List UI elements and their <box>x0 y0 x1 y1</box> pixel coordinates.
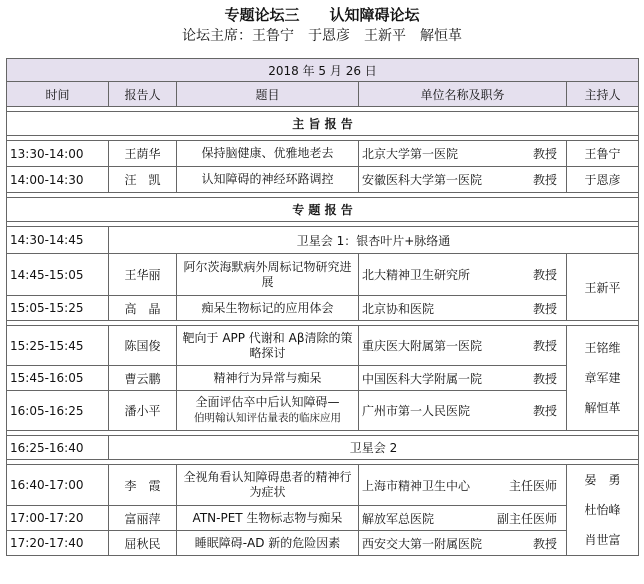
row-institution: 北京大学第一医院 <box>362 147 459 161</box>
row-topic: 精神行为异常与痴呆 <box>177 366 359 391</box>
section-special <box>7 198 639 222</box>
row-time: 16:05-16:25 <box>7 391 109 431</box>
row-time: 15:45-16:05 <box>7 366 109 391</box>
row-unit <box>359 506 567 531</box>
table-row <box>7 531 639 556</box>
row-rank: 教授 <box>532 371 557 386</box>
row-rank: 教授 <box>532 301 557 316</box>
row-institution: 中国医科大学附属一院 <box>362 371 483 386</box>
row-topic <box>177 391 359 431</box>
topic-main: 全面评估卒中后认知障碍— <box>195 395 340 409</box>
row-unit <box>359 465 567 506</box>
schedule-table <box>6 58 639 556</box>
block-host: 王新平 <box>567 254 639 321</box>
row-time: 13:30-14:00 <box>7 141 109 167</box>
row-topic: 靶向于 APP 代谢和 Aβ清除的策略探讨 <box>177 326 359 366</box>
satellite-session-2 <box>7 436 639 460</box>
table-row <box>7 465 639 506</box>
block-hosts <box>567 465 639 556</box>
section-special-label: 专 题 报 告 <box>7 198 639 222</box>
section-keynote <box>7 112 639 136</box>
row-unit <box>359 254 567 296</box>
row-speaker: 高 晶 <box>109 296 177 321</box>
row-institution: 解放军总医院 <box>362 511 435 526</box>
host-name: 章军建 <box>584 371 621 385</box>
col-speaker: 报告人 <box>109 82 177 107</box>
row-institution: 北京协和医院 <box>362 301 435 316</box>
row-time: 14:45-15:05 <box>7 254 109 296</box>
table-row <box>7 296 639 321</box>
col-time: 时间 <box>7 82 109 107</box>
row-topic: 认知障碍的神经环路调控 <box>177 167 359 193</box>
row-host: 于恩彦 <box>567 167 639 193</box>
row-speaker: 陈国俊 <box>109 326 177 366</box>
row-institution: 广州市第一人民医院 <box>362 404 471 418</box>
row-institution: 西安交大第一附属医院 <box>362 536 483 551</box>
row-unit <box>359 296 567 321</box>
host-name: 王铭维 <box>584 341 621 355</box>
section-keynote-label: 主 旨 报 告 <box>7 112 639 136</box>
row-speaker: 李 霞 <box>109 465 177 506</box>
row-rank: 教授 <box>532 268 557 282</box>
row-speaker: 潘小平 <box>109 391 177 431</box>
row-time: 14:30-14:45 <box>7 227 109 254</box>
row-time: 15:25-15:45 <box>7 326 109 366</box>
row-rank: 副主任医师 <box>496 511 557 526</box>
satellite-session-1 <box>7 227 639 254</box>
row-time: 14:00-14:30 <box>7 167 109 193</box>
row-time: 17:20-17:40 <box>7 531 109 556</box>
row-time: 17:00-17:20 <box>7 506 109 531</box>
row-institution: 北大精神卫生研究所 <box>362 268 471 282</box>
row-speaker: 富丽萍 <box>109 506 177 531</box>
host-name: 晏 勇 <box>584 473 621 487</box>
row-topic: 全视角看认知障碍患者的精神行为症状 <box>177 465 359 506</box>
forum-title: 专题论坛三 认知障碍论坛 <box>224 6 420 24</box>
row-institution: 上海市精神卫生中心 <box>362 478 471 493</box>
row-unit <box>359 531 567 556</box>
row-speaker: 曹云鹏 <box>109 366 177 391</box>
session-title: 卫星会 1：银杏叶片+脉络通 <box>109 227 639 254</box>
row-rank: 教授 <box>532 147 557 161</box>
column-header-row <box>7 82 639 107</box>
table-row <box>7 254 639 296</box>
col-unit: 单位名称及职务 <box>359 82 567 107</box>
topic-subtitle: 伯明翰认知评估量表的临床应用 <box>194 412 341 424</box>
table-row <box>7 366 639 391</box>
row-rank: 教授 <box>532 173 557 187</box>
row-topic: 保持脑健康、优雅地老去 <box>177 141 359 167</box>
row-speaker: 王华丽 <box>109 254 177 296</box>
row-rank: 教授 <box>532 536 557 551</box>
row-host: 王鲁宁 <box>567 141 639 167</box>
date-row <box>7 59 639 82</box>
schedule-date: 2018 年 5 月 26 日 <box>7 59 639 82</box>
forum-chairs: 论坛主席：王鲁宁 于恩彦 王新平 解恒革 <box>182 28 462 44</box>
host-name: 解恒革 <box>584 401 621 415</box>
table-row <box>7 506 639 531</box>
row-rank: 主任医师 <box>508 478 557 493</box>
block-hosts <box>567 326 639 431</box>
table-row <box>7 141 639 167</box>
row-rank: 教授 <box>532 339 557 353</box>
row-unit <box>359 167 567 193</box>
table-row <box>7 326 639 366</box>
row-unit <box>359 366 567 391</box>
row-speaker: 汪 凯 <box>109 167 177 193</box>
col-host: 主持人 <box>567 82 639 107</box>
col-topic: 题目 <box>177 82 359 107</box>
row-topic: 睡眠障碍-AD 新的危险因素 <box>177 531 359 556</box>
row-speaker: 屈秋民 <box>109 531 177 556</box>
host-name: 肖世富 <box>584 533 621 547</box>
row-speaker: 王荫华 <box>109 141 177 167</box>
table-row <box>7 391 639 431</box>
host-name: 杜怡峰 <box>584 503 621 517</box>
row-unit <box>359 326 567 366</box>
row-time: 16:40-17:00 <box>7 465 109 506</box>
row-unit <box>359 141 567 167</box>
row-time: 16:25-16:40 <box>7 436 109 460</box>
row-topic: 痴呆生物标记的应用体会 <box>177 296 359 321</box>
table-row <box>7 167 639 193</box>
row-rank: 教授 <box>532 404 557 418</box>
row-institution: 重庆医大附属第一医院 <box>362 339 483 353</box>
row-institution: 安徽医科大学第一医院 <box>362 173 483 187</box>
row-topic: ATN-PET 生物标志物与痴呆 <box>177 506 359 531</box>
row-time: 15:05-15:25 <box>7 296 109 321</box>
session-title: 卫星会 2 <box>109 436 639 460</box>
row-unit <box>359 391 567 431</box>
row-topic: 阿尔茨海默病外周标记物研究进展 <box>177 254 359 296</box>
